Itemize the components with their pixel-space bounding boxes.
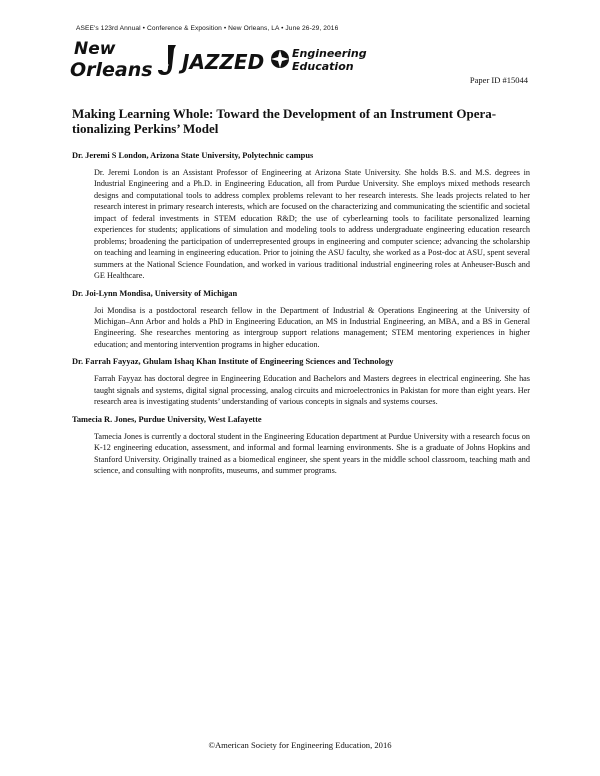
author-bio: Dr. Jeremi London is an Assistant Professor of Engineering at Arizona State University. She holds B.S. and M.S. degrees in Industrial Engineering and a Ph.D. in Engineering Education, all from Purdue University. She employs mixed methods research designs and computational tools to address complex problems relevant to her research interests. She leads projects related to her research interest in primary research interests, which are focused on the characterizing and communicating the scientific and societal impact of federal investments in STEM education R&D; the use of cyberlearning tools to facilitate personalized learning experiences for students; applications of simulation and modeling tools to address undergraduate engineering education research problems; broadening the participation of underrepresented groups in engineering and computer science; advancing the scholarship on teaching and learning in engineering education. Prior to joining the ASU faculty, she worked as a Post-doc at ASU, spent several summers at the National Science Foundation, and worked in various traditional industrial engineering roles at Anheuser-Busch and GE Healthcare.	[94, 168, 530, 281]
author-name: Dr. Farrah Fayyaz, Ghulam Ishaq Khan Institute of Engineering Sciences and Technology	[72, 357, 394, 367]
conference-logo	[70, 37, 370, 81]
copyright-footer: ©American Society for Engineering Education, 2016	[208, 740, 392, 750]
author-entry	[72, 150, 530, 282]
author-bio: Farrah Fayyaz has doctoral degree in Engineering Education and Bachelors and Masters degrees in electrical engineering. She has taught signals and systems, digital signal processing, analog circuits and microelectronics in Pakistan for more than eight years. Her research area is investigating students’ understanding of various concepts in signals and systems courses.	[94, 374, 530, 407]
logo-education: Education	[292, 60, 354, 73]
conference-line: ASEE's 123rd Annual • Conference & Exposition • New Orleans, LA • June 26-29, 2016	[76, 25, 339, 32]
star-burst-icon	[271, 50, 289, 68]
logo-engineering: Engineering	[292, 47, 367, 60]
logo-orleans: Orleans	[70, 59, 153, 81]
author-name: Dr. Joi-Lynn Mondisa, University of Michigan	[72, 288, 238, 298]
author-bio: Joi Mondisa is a postdoctoral research fellow in the Department of Industrial & Operations Engineering at the University of Michigan–Ann Arbor and holds a PhD in Engineering Education, an MS in Industrial Engineering, an MBA, and a BS in General Engineering. She researches mentoring as intergroup support relations management; STEM mentoring experiences in higher education; and mentoring intervention programs in higher education.	[94, 305, 530, 349]
author-name: Dr. Jeremi S London, Arizona State University, Polytechnic campus	[72, 151, 314, 160]
paper-id: Paper ID #15044	[469, 75, 528, 85]
logo-jazzed: JAZZED	[182, 50, 265, 74]
author-entry	[72, 288, 530, 351]
logo-new: New	[74, 39, 116, 59]
author-name: Tamecia R. Jones, Purdue University, West Lafayette	[72, 414, 262, 424]
author-list	[72, 150, 530, 483]
author-entry	[72, 414, 530, 477]
paper-title: Making Learning Whole: Toward the Development of an Instrument Opera- tionalizing Perkins’ Model	[72, 106, 497, 136]
author-bio: Tamecia Jones is currently a doctoral student in the Engineering Education department at Purdue University with a research focus on K-12 engineering education, assessment, and informal and formal learning environments. She is a graduate of Johns Hopkins and Stanford University. Originally trained as a biomedical engineer, she spent years in the middle school classroom, teaching math and science, and consulting with nonprofits, museums, and summer programs.	[94, 431, 530, 476]
author-entry	[72, 356, 530, 407]
saxophone-icon	[158, 45, 176, 75]
